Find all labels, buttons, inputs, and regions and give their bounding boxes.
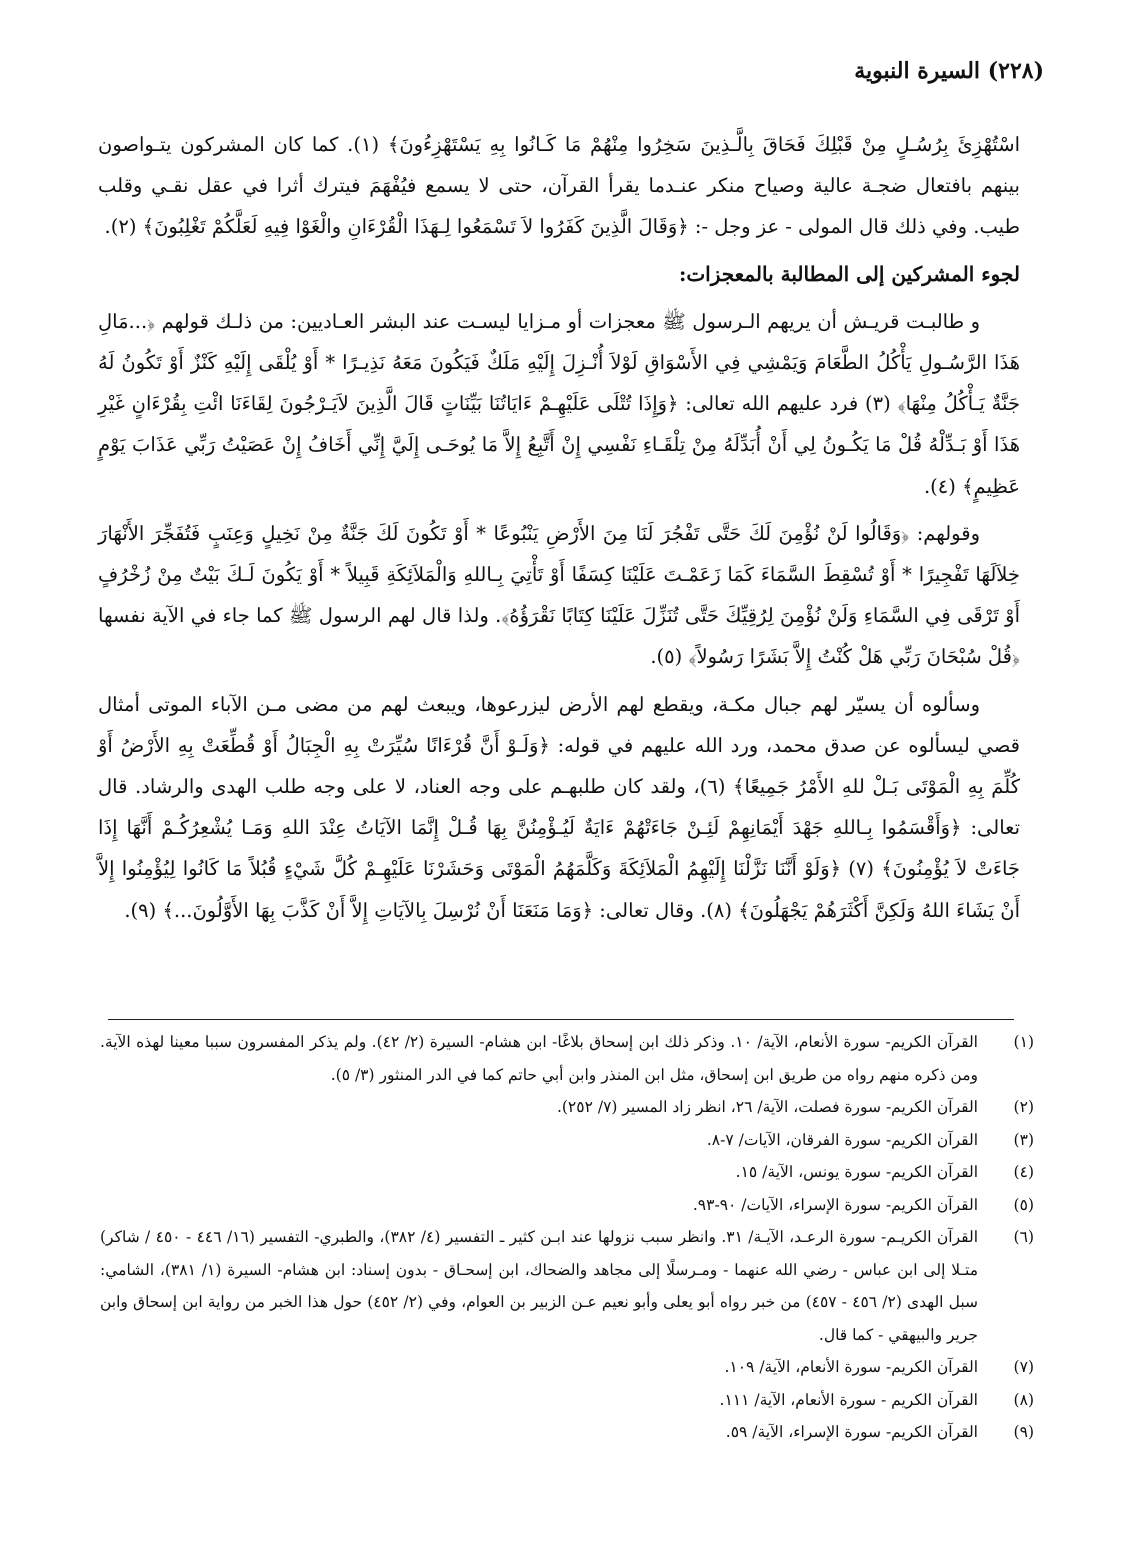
page-number: (٢٢٨): [987, 58, 1044, 84]
paragraph: و طالبـت قريـش أن يريهم الـرسول ﷺ معجزات أو مـزايا ليسـت عند البشر العـاديين: من ذلـك قولهم ﴿...مَالِ هَذَا الرَّسُـولِ يَأْكُلُ الطَّعَامَ وَيَمْشِي فِي الأَسْوَاقِ لَوْلاَ أُنْـزِلَ إِلَيْهِ مَلَكٌ فَيَكُونَ مَعَهُ نَذِيـرًا * أَوْ يُلْقَى إِلَيْهِ كَنْزٌ أَوْ تَكُونُ لَهُ جَنَّةٌ يَـأْكُلُ مِنْهَا﴾ (٣) فرد عليهم الله تعالى: ﴿وَإِذَا تُتْلَى عَلَيْهِـمْ ءَايَاتُنَا بَيِّنَاتٍ قَالَ الَّذِينَ لاَيَـرْجُونَ لِقَاءَنَا ائْتِ بِقُرْءَانٍ غَيْرِ هَذَا أَوْ بَـدِّلْهُ قُلْ مَا يَكُـونُ لِي أَنْ أُبَدِّلَهُ مِنْ تِلْقَـاءِ نَفْسِي إِنْ أَتَّبِعُ إِلاَّ مَا يُوحَـى إِلَيَّ إِنِّي أَخَافُ إِنْ عَصَيْتُ رَبِّي عَذَابَ يَوْمٍ عَظِيمٍ﴾ (٤).: [98, 309, 1020, 498]
footnote-text: القرآن الكريم- سورة الأنعام، الآية/ ١٠. وذكر ذلك ابن إسحاق بلاغًا- ابن هشام- السيرة (٢/ ٤٢). ولم يذكر المفسرون سببا معينا لهذه الآية. ومن ذكره منهم رواه من طريق ابن إسحاق، مثل ابن المنذر وابن أبي حاتم كما في الدر المنثور (٣/ ٥).: [100, 1033, 978, 1084]
footnote-number: (٤): [1013, 1163, 1034, 1181]
footnote: [100, 1351, 1034, 1384]
footnote: [100, 1026, 1034, 1091]
footnote-text: القرآن الكريم - سورة الأنعام، الآية/ ١١١.: [719, 1390, 978, 1409]
footnote: [100, 1124, 1034, 1157]
footnote-number: (١): [1013, 1033, 1034, 1051]
footnote: [100, 1156, 1034, 1189]
paragraph: وقولهم: ﴿وَقَالُوا لَنْ نُؤْمِنَ لَكَ حَتَّى تَفْجُرَ لَنَا مِنَ الأَرْضِ يَنْبُوعًا * أَوْ تَكُونَ لَكَ جَنَّةٌ مِنْ نَخِيلٍ وَعِنَبٍ فَتُفَجِّرَ الأَنْهَارَ خِلاَلَهَا تَفْجِيرًا * أَوْ تُسْقِطَ السَّمَاءَ كَمَا زَعَمْـتَ عَلَيْنَا كِسَفًا أَوْ تَأْتِيَ بِـاللهِ وَالْمَلاَئِكَةِ قَبِيلاً * أَوْ يَكُونَ لَـكَ بَيْتٌ مِنْ زُخْرُفٍ أَوْ تَرْقَى فِي السَّمَاءِ وَلَنْ نُؤْمِنَ لِرُقِيِّكَ حَتَّى تُنَزِّلَ عَلَيْنَا كِتَابًا نَقْرَؤُهُ﴾. ولذا قال لهم الرسول ﷺ كما جاء في الآية نفسها ﴿قُلْ سُبْحَانَ رَبِّي هَلْ كُنْتُ إِلاَّ بَشَرًا رَسُولاً﴾ (٥).: [98, 521, 1020, 669]
footnote: [100, 1091, 1034, 1124]
footnote-number: (٢): [1013, 1098, 1034, 1116]
footnote-text: القرآن الكريم- سورة الإسراء، الآيات/ ٩٠-٩٣.: [692, 1195, 978, 1214]
main-text: [98, 124, 1020, 937]
footnote-divider: [108, 1019, 1014, 1020]
footnote-text: القرآن الكريم- سورة فصلت، الآية/ ٢٦، انظر زاد المسير (٧/ ٢٥٢).: [556, 1098, 978, 1116]
footnote-text: القرآن الكريم- سورة الفرقان، الآيات/ ٧-٨.: [706, 1130, 978, 1149]
footnote-number: (٦): [1013, 1228, 1034, 1246]
footnote: [100, 1189, 1034, 1222]
footnote-number: (٩): [1013, 1423, 1034, 1441]
paragraph: وسألوه أن يسيّر لهم جبال مكـة، ويقطع لهم الأرض ليزرعوها، ويبعث لهم من مضى مـن الآباء الموتى أمثال قصي ليسألوه عن صدق محمد، ورد الله عليهم في قوله: ﴿وَلَـوْ أَنَّ قُرْءَانًا سُيِّرَتْ بِهِ الْجِبَالُ أَوْ قُطِّعَتْ بِهِ الأَرْضُ أَوْ كُلِّمَ بِهِ الْمَوْتَى بَـلْ للهِ الأَمْرُ جَمِيعًا﴾ (٦)، ولقد كان طلبهـم على وجه العناد، لا على وجه طلب الهدى والرشاد. قال تعالى: ﴿وَأَقْسَمُوا بِـاللهِ جَهْدَ أَيْمَانِهِمْ لَئِـنْ جَاءَتْهُمْ ءَايَةٌ لَيُـؤْمِنُنَّ بِهَا قُـلْ إِنَّمَا الآيَاتُ عِنْدَ اللهِ وَمَـا يُشْعِرُكُـمْ أَنَّهَا إِذَا جَاءَتْ لاَ يُؤْمِنُونَ﴾ (٧) ﴿وَلَوْ أَنَّنَا نَزَّلْنَا إِلَيْهِمُ الْمَلاَئِكَةَ وَكَلَّمَهُمُ الْمَوْتَى وَحَشَرْنَا عَلَيْهِـمْ كُلَّ شَيْءٍ قُبُلاً مَا كَانُوا لِيُؤْمِنُوا إِلاَّ أَنْ يَشَاءَ اللهُ وَلَكِنَّ أَكْثَرَهُمْ يَجْهَلُونَ﴾ (٨). وقال تعالى: ﴿وَمَا مَنَعَنَا أَنْ نُرْسِلَ بِالآيَاتِ إِلاَّ أَنْ كَذَّبَ بِهَا الأَوَّلُونَ...﴾ (٩).: [98, 692, 1020, 922]
footnote: [100, 1221, 1034, 1351]
footnote-text: القرآن الكريم- سورة يونس، الآية/ ١٥.: [735, 1163, 978, 1181]
footnote-number: (٥): [1013, 1195, 1034, 1214]
running-header: [80, 58, 1044, 92]
footnote-number: (٨): [1013, 1390, 1034, 1409]
book-title: السيرة النبوية: [854, 58, 981, 84]
footnote-number: (٣): [1013, 1130, 1034, 1149]
section-heading: لجوء المشركين إلى المطالبة بالمعجزات:: [678, 261, 1020, 286]
footnote-text: القرآن الكريم- سورة الأنعام، الآية/ ١٠٩.: [724, 1358, 978, 1376]
footnote-text: القرآن الكريم- سورة الإسراء، الآية/ ٥٩.: [725, 1423, 978, 1441]
footnote-text: القرآن الكريـم- سورة الرعـد، الآيـة/ ٣١. وانظر سبب نزولها عند ابـن كثير ـ التفسير (٤/ ٣٨٢)، والطبري- التفسير (١٦/ ٤٤٦ - ٤٥٠ / شاكر) متـلا إلى ابن عباس - رضي الله عنهما - ومـرسلًا إلى مجاهد والضحاك، ابن إسحـاق - بدون إسناد: ابن هشام- السيرة (١/ ٣٨١)، الشامي: سبل الهدى (٢/ ٤٥٦ - ٤٥٧) من خبر رواه أبو يعلى وأبو نعيم عـن الزبير بن العوام، وفي (٢/ ٤٥٢) حول هذا الخبر من رواية ابن إسحاق وابن جرير والبيهقي - كما قال.: [100, 1228, 979, 1344]
footnote: [100, 1416, 1034, 1449]
paragraph: اسْتُهْزِئَ بِرُسُـلٍ مِنْ قَبْلِكَ فَحَاقَ بِالَّـذِينَ سَخِرُوا مِنْهُمْ مَا كَـانُوا بِهِ يَسْتَهْزِءُونَ﴾ (١). كما كان المشركون يتـواصون بينهم بافتعال ضجـة عالية وصياح منكر عنـدما يقرأ القرآن، حتى لا يسمع فيُفْهَمَ فيترك أثرا في عقل نقـي وقلب طيب. وفي ذلك قال المولى - عز وجل -: ﴿وَقَالَ الَّذِينَ كَفَرُوا لاَ تَسْمَعُوا لِـهَذَا الْقُرْءَانِ والْغَوْا فِيهِ لَعَلَّكُمْ تَغْلِبُونَ﴾ (٢).: [98, 133, 1020, 239]
footnote: [100, 1384, 1034, 1417]
footnotes: [100, 1026, 1034, 1449]
footnote-number: (٧): [1013, 1358, 1034, 1376]
